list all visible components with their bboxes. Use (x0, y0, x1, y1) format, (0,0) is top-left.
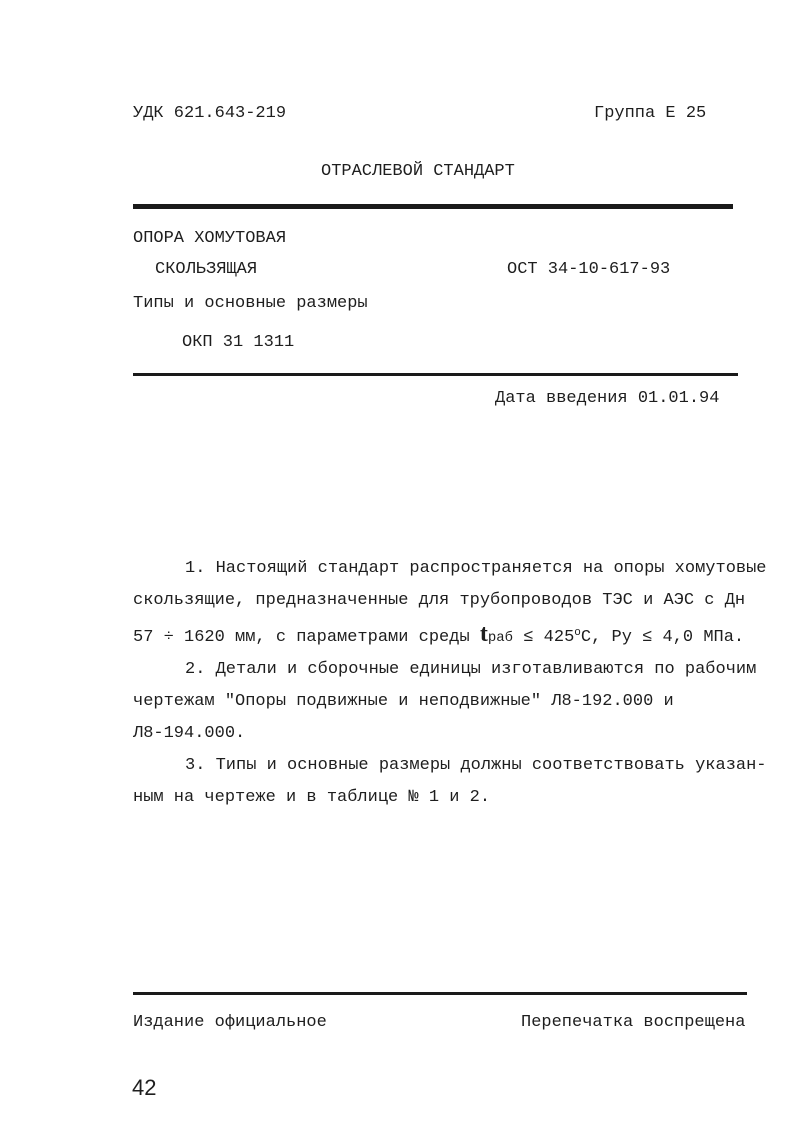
paragraph-1-line-3 (133, 617, 753, 654)
body-text (133, 553, 767, 814)
p1-l3-c: С, Ру ≤ 4,0 МПа. (580, 628, 745, 647)
intro-date: Дата введения 01.01.94 (495, 389, 720, 408)
subtitle: Типы и основные размеры (133, 294, 368, 313)
title-line-2: СКОЛЬЗЯЩАЯ (155, 260, 258, 279)
udk-code: УДК 621.643-219 (133, 104, 287, 123)
edition-note: Издание официальное (133, 1013, 327, 1032)
paragraph-3-line-2: ным на чертеже и в таблице № 1 и 2. (133, 788, 491, 807)
title-line-1: ОПОРА ХОМУТОВАЯ (133, 229, 287, 248)
paragraph-2-line-3: Л8-194.000. (133, 724, 246, 743)
title-bottom-rule (133, 373, 738, 376)
page-number: 42 (132, 1075, 157, 1100)
top-thick-rule (133, 204, 733, 209)
footer-rule (133, 992, 747, 995)
paragraph-3-line-1: 3. Типы и основные размеры должны соответствовать указан- (185, 756, 767, 775)
p1-l3-a: 57 ÷ 1620 мм, с параметрами среды (133, 628, 480, 647)
paragraph-1-line-2: скользящие, предназначенные для трубопроводов ТЭС и АЭС с Дн (133, 591, 746, 610)
temperature-subscript: раб (487, 630, 514, 646)
standard-designation: ОСТ 34-10-617-93 (507, 260, 671, 279)
okp-code: ОКП 31 1311 (182, 333, 295, 352)
standard-type: ОТРАСЛЕВОЙ СТАНДАРТ (321, 162, 515, 181)
paragraph-1-line-1: 1. Настоящий стандарт распространяется на опоры хомутовые (185, 559, 767, 578)
reprint-note: Перепечатка воспрещена (521, 1013, 746, 1032)
paragraph-2-line-2: чертежам "Опоры подвижные и неподвижные" Л8-192.000 и (133, 692, 674, 711)
paragraph-2-line-1: 2. Детали и сборочные единицы изготавливаются по рабочим (185, 660, 757, 679)
group-code: Группа Е 25 (594, 104, 707, 123)
p1-l3-b: ≤ 425 (513, 628, 575, 647)
degree-mark: о (574, 627, 581, 639)
temperature-symbol: t (479, 621, 488, 647)
